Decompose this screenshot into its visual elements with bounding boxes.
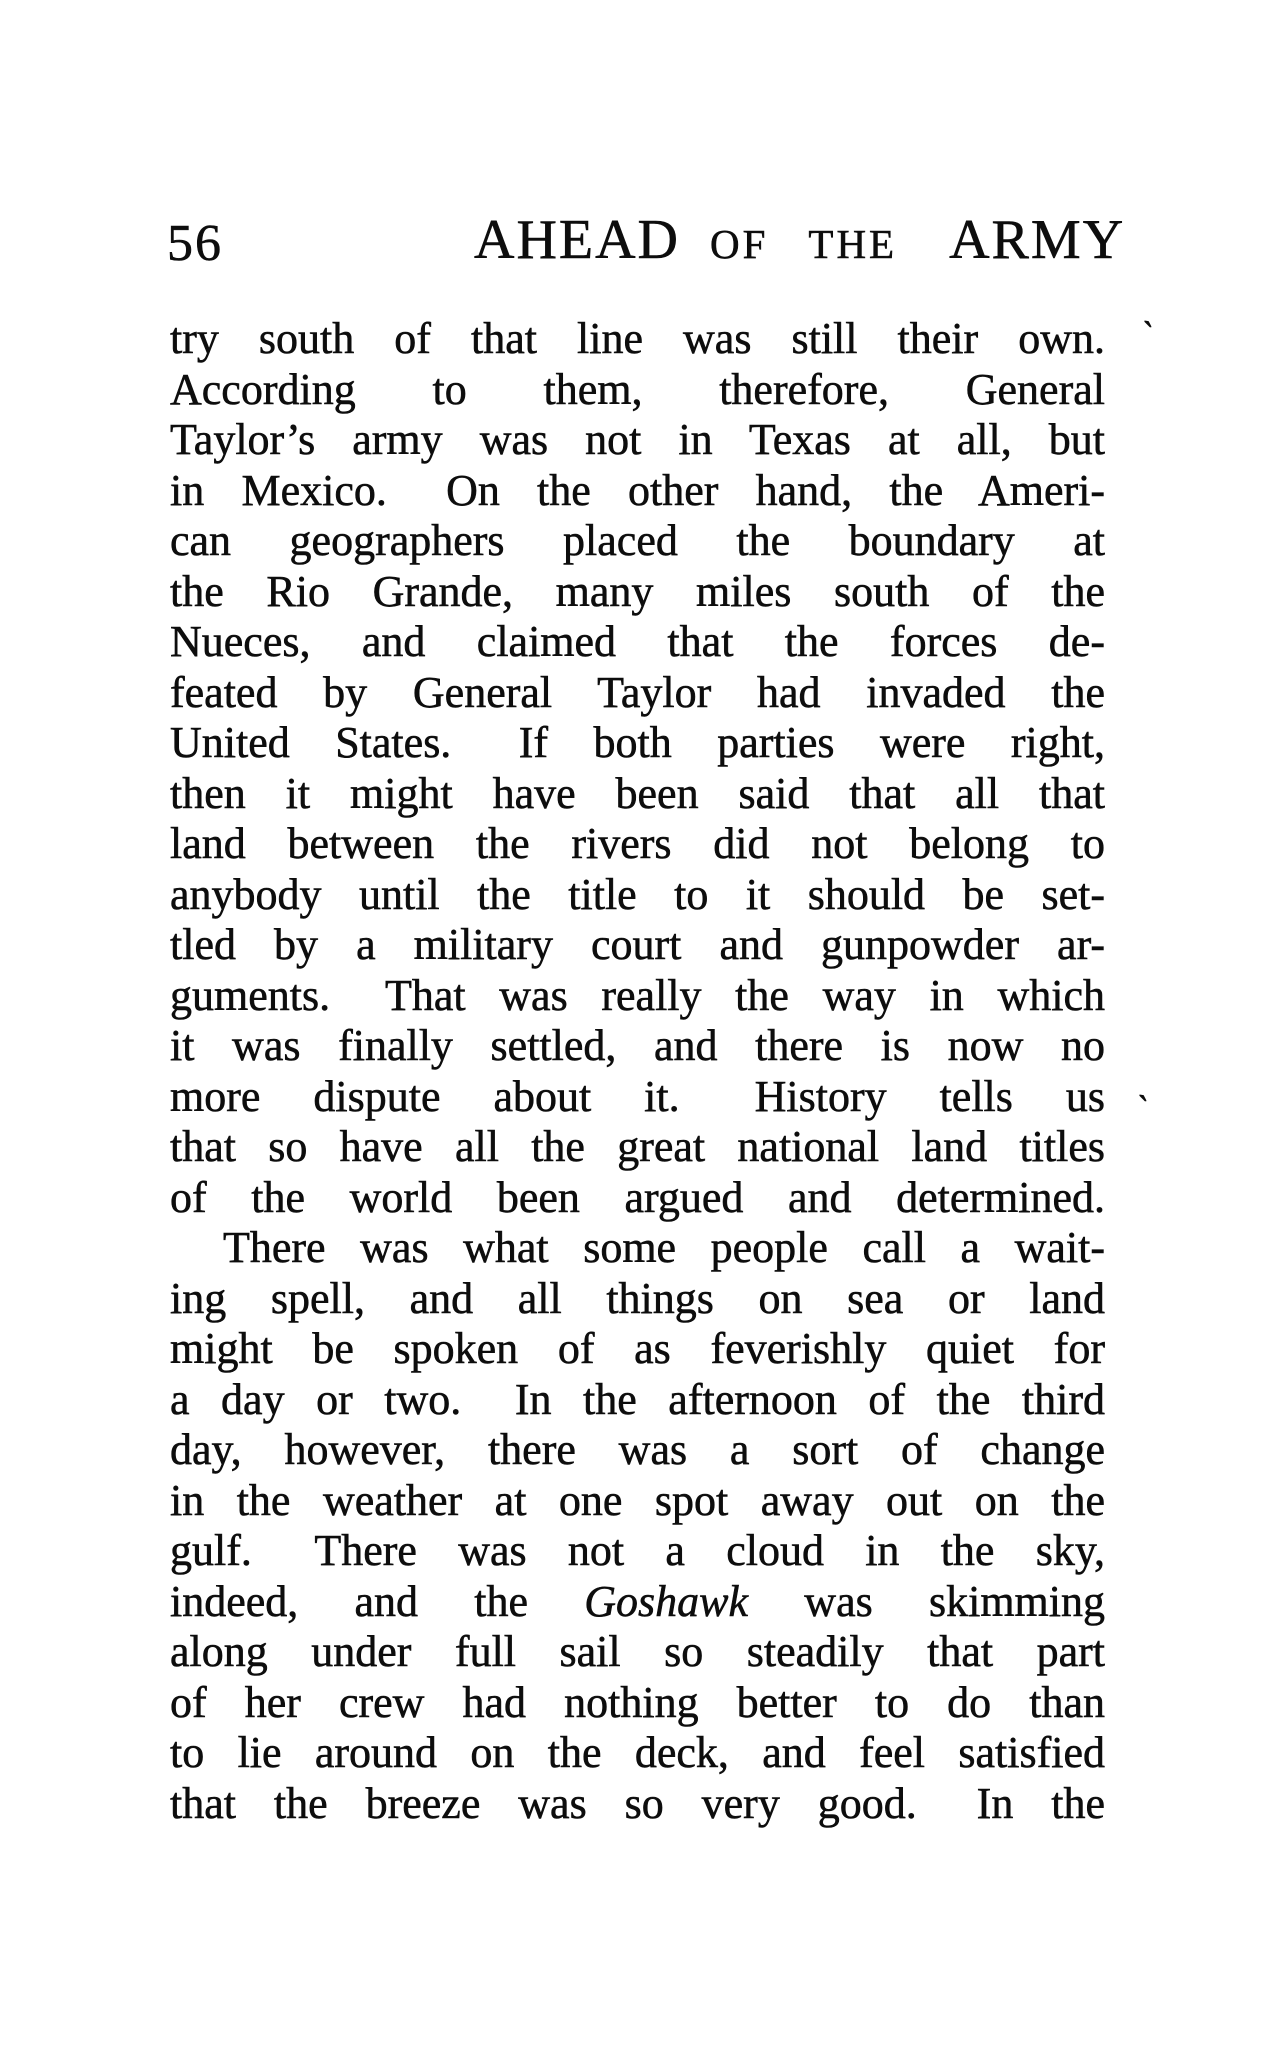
line-segment: of her crew had nothing better to do than [170, 1677, 1105, 1727]
line-segment: tled by a military court and gunpowder ar- [170, 920, 1105, 969]
line-segment: that the breeze was so very good. In the [170, 1778, 1105, 1828]
text-line [170, 1274, 1105, 1325]
line-segment: might be spoken of as feverishly quiet for [170, 1324, 1105, 1373]
text-line [170, 870, 1105, 921]
text-line [170, 516, 1105, 567]
line-segment: of the world been argued and determined. [170, 1172, 1105, 1222]
text-line [170, 1627, 1105, 1678]
text-line [170, 1324, 1105, 1375]
text-line [170, 971, 1105, 1022]
line-segment: try south of that line was still their own. [170, 314, 1105, 363]
line-segment: then it might have been said that all that [170, 768, 1105, 818]
text-line [170, 718, 1105, 769]
line-segment: the Rio Grande, many miles south of the [170, 566, 1105, 616]
line-segment: indeed, and the [170, 1576, 585, 1626]
text-line [170, 567, 1105, 618]
scan-artifact: ˋ [1133, 1089, 1150, 1128]
text-line [170, 1072, 1105, 1123]
running-head-word-army: ARMY [949, 209, 1126, 271]
text-line [170, 769, 1105, 820]
running-head-word-of: OF [709, 221, 769, 267]
scan-artifact: ˋ [1138, 315, 1155, 354]
text-line [170, 617, 1105, 668]
text-line [170, 1223, 1105, 1274]
line-segment: Nueces, and claimed that the forces de- [170, 617, 1105, 666]
line-segment: to lie around on the deck, and feel satisfied [170, 1728, 1105, 1777]
text-line [170, 1678, 1105, 1729]
text-line [170, 920, 1105, 971]
text-line [170, 1526, 1105, 1577]
line-segment: ing spell, and all things on sea or land [170, 1273, 1105, 1323]
text-line [170, 668, 1105, 719]
line-segment: There was what some people call a wait- [223, 1223, 1105, 1272]
line-segment: a day or two. In the afternoon of the third [170, 1374, 1105, 1424]
text-line [170, 1021, 1105, 1072]
line-segment: day, however, there was a sort of change [170, 1425, 1105, 1474]
line-segment: guments. That was really the way in which [170, 970, 1105, 1020]
ship-name-goshawk-italic: Goshawk [584, 1576, 749, 1626]
body-text [170, 314, 1105, 1829]
line-segment: it was finally settled, and there is now no [170, 1021, 1105, 1070]
text-line [170, 1122, 1105, 1173]
line-segment: that so have all the great national land titles [170, 1122, 1105, 1171]
text-line [170, 1173, 1105, 1224]
text-line [170, 1779, 1105, 1830]
line-segment: more dispute about it. History tells us [170, 1071, 1105, 1121]
line-segment: in the weather at one spot away out on the [170, 1475, 1105, 1525]
line-segment: in Mexico. On the other hand, the Ameri- [170, 465, 1105, 515]
line-segment: gulf. There was not a cloud in the sky, [170, 1526, 1105, 1575]
line-segment: United States. If both parties were right, [170, 718, 1105, 767]
text-line [170, 1476, 1105, 1527]
text-line [170, 1425, 1105, 1476]
line-segment: was skimming [748, 1576, 1105, 1626]
text-line [170, 1375, 1105, 1426]
text-line [170, 1728, 1105, 1779]
text-line [170, 1577, 1105, 1628]
page-number: 56 [167, 215, 223, 272]
line-segment: land between the rivers did not belong to [170, 819, 1105, 868]
running-head [474, 209, 1126, 282]
line-segment: anybody until the title to it should be set- [170, 869, 1105, 919]
text-line [170, 365, 1105, 416]
line-segment: can geographers placed the boundary at [170, 516, 1105, 565]
text-line [170, 819, 1105, 870]
line-segment: along under full sail so steadily that part [170, 1627, 1105, 1676]
line-segment: Taylor’s army was not in Texas at all, but [170, 415, 1105, 464]
line-segment: feated by General Taylor had invaded the [170, 667, 1105, 717]
text-line [170, 314, 1105, 365]
running-head-word-ahead: AHEAD [474, 209, 680, 271]
line-segment: According to them, therefore, General [170, 364, 1105, 414]
text-line [170, 415, 1105, 466]
running-head-word-the: THE [808, 221, 898, 267]
text-line [170, 466, 1105, 517]
